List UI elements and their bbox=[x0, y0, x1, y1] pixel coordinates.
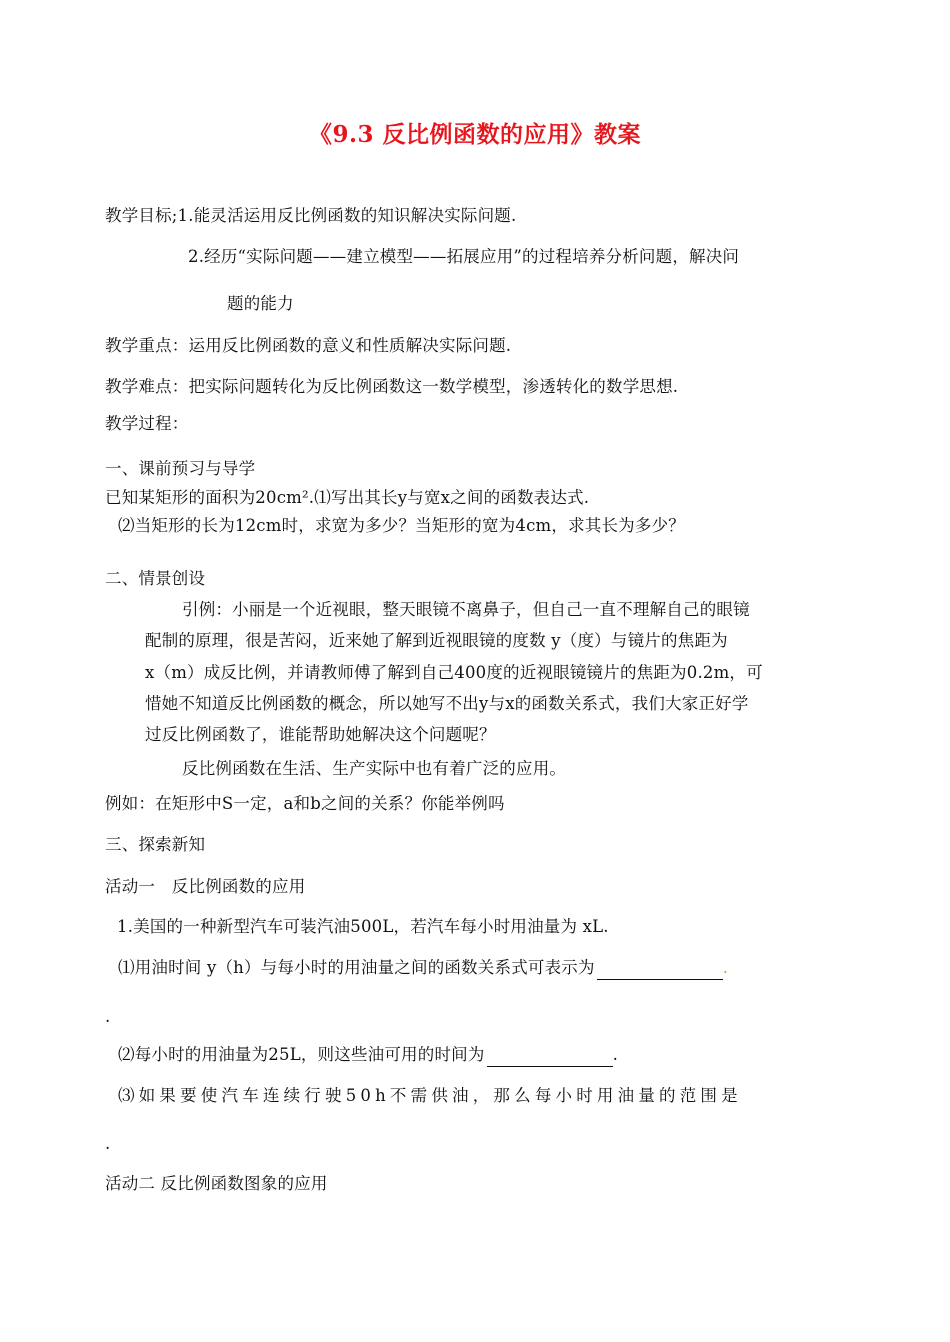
answer-blank-1[interactable] bbox=[597, 961, 723, 980]
rectangle-example: 例如：在矩形中S一定，a和b之间的关系？你能举例吗 bbox=[105, 794, 505, 813]
teaching-goal-line-3: 题的能力 bbox=[227, 294, 294, 313]
activity-1-heading: 活动一 反比例函数的应用 bbox=[105, 877, 306, 896]
question-1-part-2-period: . bbox=[612, 1045, 619, 1064]
section-1-line-2: ⑵当矩形的长为12cm时，求宽为多少？当矩形的宽为4cm，求其长为多少？ bbox=[118, 516, 685, 535]
intro-example-line-4: 惜她不知道反比例函数的概念，所以她写不出y与x的函数关系式，我们大家正好学 bbox=[145, 694, 749, 713]
teaching-process-heading: 教学过程： bbox=[105, 414, 189, 433]
question-1: 1.美国的一种新型汽车可装汽油500L，若汽车每小时用油量为 xL. bbox=[117, 917, 609, 936]
question-1-part-1-text: ⑴用油时间 y（h）与每小时的用油量之间的函数关系式可表示为 bbox=[118, 958, 595, 977]
section-1-heading: 一、课前预习与导学 bbox=[105, 459, 256, 478]
intro-example-line-1: 引例：小丽是一个近视眼，整天眼镜不离鼻子，但自己一直不理解自己的眼镜 bbox=[182, 600, 750, 619]
activity-2-heading: 活动二 反比例函数图象的应用 bbox=[105, 1174, 328, 1193]
teaching-goal-line-1: 教学目标;1.能灵活运用反比例函数的知识解决实际问题. bbox=[105, 206, 517, 225]
answer-blank-2[interactable] bbox=[487, 1048, 613, 1067]
section-2-heading: 二、情景创设 bbox=[105, 569, 206, 588]
section-3-heading: 三、探索新知 bbox=[105, 835, 206, 854]
intro-example-line-2: 配制的原理，很是苦闷，近来她了解到近视眼镜的度数 y（度）与镜片的焦距为 bbox=[145, 631, 728, 650]
teaching-key-point: 教学重点：运用反比例函数的意义和性质解决实际问题. bbox=[105, 336, 512, 355]
question-1-part-1-trailing-period: . bbox=[105, 1007, 111, 1026]
question-1-part-1 bbox=[118, 956, 728, 980]
question-1-part-3-trailing-period: . bbox=[105, 1134, 111, 1153]
document-title: 《9.3 反比例函数的应用》教案 bbox=[308, 121, 642, 148]
application-note: 反比例函数在生活、生产实际中也有着广泛的应用。 bbox=[182, 759, 567, 778]
question-1-part-3: ⑶如果要使汽车连续行驶50h不需供油，那么每小时用油量的范围是 bbox=[118, 1086, 742, 1105]
intro-example-line-3: x（m）成反比例，并请教师傅了解到自己400度的近视眼镜镜片的焦距为0.2m，可 bbox=[145, 663, 763, 682]
question-1-part-2-text: ⑵每小时的用油量为25L，则这些油可用的时间为 bbox=[118, 1045, 485, 1064]
question-1-part-2 bbox=[118, 1043, 618, 1067]
teaching-difficulty: 教学难点：把实际问题转化为反比例函数这一数学模型，渗透转化的数学思想. bbox=[105, 377, 679, 396]
intro-example-line-5: 过反比例函数了，谁能帮助她解决这个问题呢？ bbox=[145, 725, 496, 744]
question-1-part-1-period: . bbox=[722, 958, 729, 977]
section-1-line-1: 已知某矩形的面积为20cm².⑴写出其长y与宽x之间的函数表达式. bbox=[105, 488, 590, 507]
teaching-goal-line-2: 2.经历“实际问题——建立模型——拓展应用”的过程培养分析问题，解决问 bbox=[188, 247, 740, 266]
